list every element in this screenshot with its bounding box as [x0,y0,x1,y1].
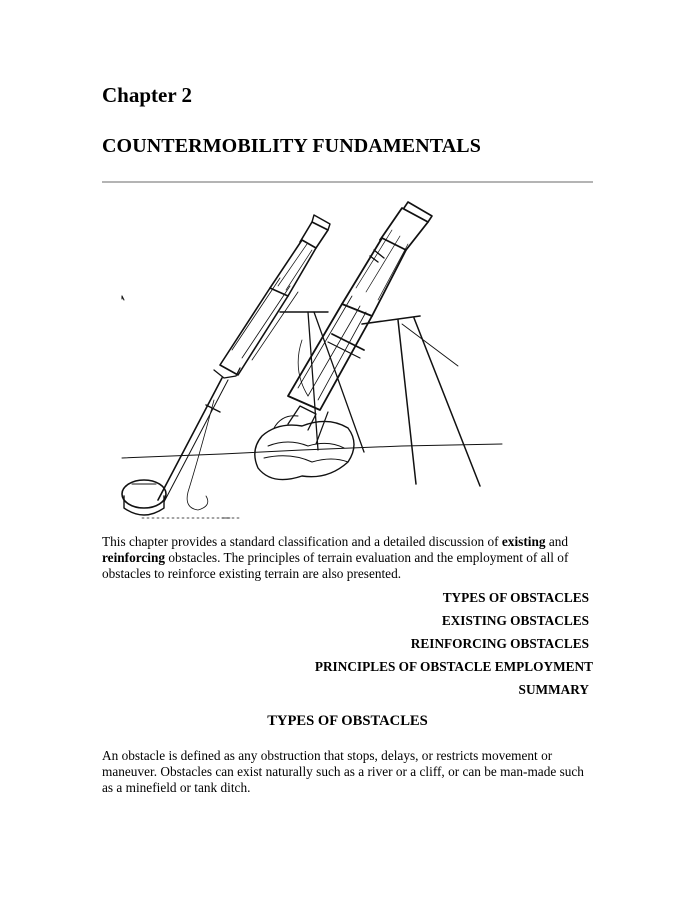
contents-item[interactable]: EXISTING OBSTACLES [441,613,589,628]
contents-item[interactable]: SUMMARY [518,682,589,697]
mortar-illustration [102,200,522,530]
chapter-contents [315,586,593,701]
intro-text-2: and [545,534,569,549]
contents-item[interactable]: TYPES OF OBSTACLES [442,590,589,605]
left-mortar [122,215,364,515]
intro-bold-reinforcing: reinforcing [102,550,166,565]
intro-text-3: obstacles. The principles of terrain evaluation and the employment of all of obstacles to reinforce existing terrain are also presented. [102,550,569,581]
contents-item[interactable]: PRINCIPLES OF OBSTACLE EMPLOYMENT [314,659,593,674]
chapter-label: Chapter 2 [102,83,193,107]
intro-paragraph [102,534,594,582]
chapter-title: COUNTERMOBILITY FUNDAMENTALS [102,135,481,157]
contents-item[interactable]: REINFORCING OBSTACLES [410,636,589,651]
intro-bold-existing: existing [501,534,546,549]
title-divider [102,181,593,183]
intro-text-1: This chapter provides a standard classification and a detailed discussion of [102,534,502,549]
section-paragraph: An obstacle is defined as any obstruction that stops, delays, or restricts movement or maneuver. Obstacles can exist naturally such as a river or a cliff, or can be man-made such as a minefield or tank ditch. [102,748,584,795]
right-mortar [255,202,480,486]
section-heading: TYPES OF OBSTACLES [267,713,428,729]
